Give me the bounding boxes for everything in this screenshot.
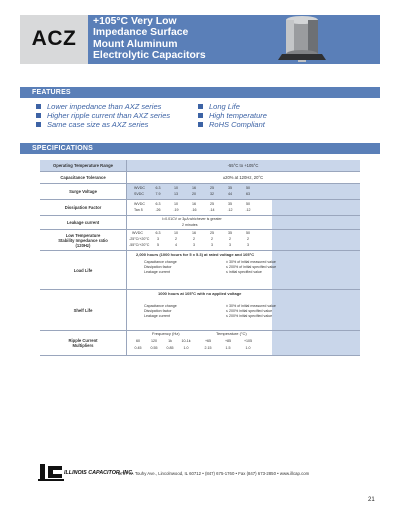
label-line: Stability Impedance ratio	[58, 237, 108, 243]
title-line-4: Electrolytic Capacitors	[93, 50, 206, 62]
shelf-life-title: 1000 hours at 105°C with no applied voltage	[158, 291, 242, 296]
leakage-formula: I=0.01CV or 3μA whichever is greater	[162, 217, 222, 221]
bullet-square-icon	[198, 122, 203, 127]
label-low-temp	[40, 230, 127, 250]
feature-item: Long Life	[198, 102, 267, 111]
row-load-life	[40, 251, 360, 290]
load-life-param: Dissipation factor	[144, 265, 172, 269]
cell: 5	[157, 243, 159, 247]
load-life-limit: ≤ initial specified value	[226, 270, 262, 274]
feature-item: Lower impedance than AXZ series	[36, 102, 170, 111]
label-leakage: Leakage current	[40, 216, 127, 229]
series-code-box	[20, 15, 88, 64]
shelf-life-limit: ≤ 200% initial specified value	[226, 314, 273, 318]
capacitor-image	[272, 16, 332, 64]
label-operating-temp: Operating Temperature Range	[40, 160, 127, 171]
row-operating-temp	[40, 160, 360, 172]
cell: 44	[228, 192, 232, 196]
shelf-life-param: Dissipation factor	[144, 309, 172, 313]
label-dissipation: Dissipation Factor	[40, 200, 127, 215]
label-line: Multipliers	[72, 343, 94, 348]
label-surge-voltage: Surge Voltage	[40, 184, 127, 199]
company-address: 3757 W. Touhy Ave., Lincolnwood, IL 60712 • (847) 675-1760 • Fax (847) 673-2850 • www.illcap.com	[118, 471, 310, 476]
cell: 2	[247, 237, 249, 241]
cell: 16	[192, 231, 196, 235]
cell: 16	[192, 186, 196, 190]
load-life-limit: ≤ 200% of initial specified value	[226, 265, 277, 269]
title-line-1: +105°C Very Low	[93, 16, 177, 27]
label-line: Ripple Current	[68, 338, 98, 343]
ripple-temp-header: Temperature (°C)	[216, 331, 247, 336]
cell: 6.3	[155, 231, 161, 235]
title-line-3: Mount Aluminum	[93, 38, 178, 50]
surge-wvdc-label: WVDC	[134, 186, 145, 190]
load-life-param: Capacitance change	[144, 260, 177, 264]
cell: 35	[228, 202, 232, 206]
cell: 6.3	[155, 186, 161, 190]
features-heading: FEATURES	[32, 89, 71, 96]
surge-svdc-label: SVDC	[134, 192, 144, 196]
cell: 3	[247, 243, 249, 247]
ic-logo-icon	[38, 462, 64, 482]
cell: 50	[246, 186, 250, 190]
cell: 3	[229, 243, 231, 247]
cell: 10	[174, 202, 178, 206]
label-line: Low Temperature	[65, 232, 101, 238]
cell: 60	[136, 339, 140, 343]
cell: 10	[174, 231, 178, 235]
cell: 32	[210, 192, 214, 196]
load-life-limit: ± 30% of initial measured value	[226, 260, 276, 264]
product-title	[93, 16, 261, 62]
df-wvdc-label: WVDC	[134, 202, 145, 206]
specifications-heading: SPECIFICATIONS	[32, 145, 94, 152]
features-left-list	[36, 102, 170, 129]
value-operating-temp: -55°C to +105°C	[227, 163, 259, 168]
title-line-2: Impedance Surface	[93, 27, 189, 39]
shelf-life-limit: ≤ 200% initial specified value	[226, 309, 273, 313]
cell: 2	[175, 237, 177, 241]
row-surge-voltage	[40, 184, 360, 200]
load-life-title: 2,000 hours (1000 hours for 5 x 5.3) at rated voltage and 105°C	[136, 252, 255, 257]
cell: 35	[228, 186, 232, 190]
cell: .12	[227, 208, 233, 212]
cell: +65	[204, 339, 212, 343]
label-cap-tolerance: Capacitance Tolerance	[40, 172, 127, 183]
cell: .16	[191, 208, 197, 212]
cell: 3	[157, 237, 159, 241]
cell: .26	[155, 208, 161, 212]
cell: 4	[175, 243, 177, 247]
cell: 2.15	[204, 346, 212, 350]
ripple-freq-header: Frequency (Hz)	[152, 331, 180, 336]
cell: 25	[210, 231, 214, 235]
cell: 20	[192, 192, 196, 196]
bullet-square-icon	[36, 113, 41, 118]
cell: 25	[210, 186, 214, 190]
low-temp-row1-label: -25°C/+20°C	[129, 237, 150, 241]
low-temp-header: WVDC	[132, 231, 143, 235]
load-life-param: Leakage current	[144, 270, 170, 274]
cell: 0.85	[166, 346, 174, 350]
feature-item: Higher ripple current than AXZ series	[36, 111, 170, 120]
row-ripple	[40, 331, 360, 356]
cell: 6.3	[155, 202, 161, 206]
cell: 0.45	[134, 346, 142, 350]
feature-item: RoHS Compliant	[198, 120, 267, 129]
cell: 10-1k	[181, 339, 191, 343]
cell: 25	[210, 202, 214, 206]
shelf-life-param: Leakage current	[144, 314, 170, 318]
company-name: ILLINOIS CAPACITOR, INC.	[64, 470, 134, 476]
row-shelf-life	[40, 290, 360, 331]
cell: 50	[246, 202, 250, 206]
cell: 1.0	[183, 346, 189, 350]
cell: +105	[243, 339, 253, 343]
shelf-life-limit: ± 30% of initial measured value	[226, 304, 276, 308]
cell: 13	[174, 192, 178, 196]
cell: 1.5	[225, 346, 231, 350]
cell: 3	[193, 243, 195, 247]
leakage-time: 2 minutes	[182, 223, 198, 227]
df-tan-label: Tan δ	[134, 208, 143, 212]
cell: 7.9	[155, 192, 161, 196]
cell: 0.55	[150, 346, 158, 350]
value-cap-tolerance: ±20% at 120Hz, 20°C	[222, 175, 264, 180]
cell: 1.0	[245, 346, 251, 350]
cell: 2	[229, 237, 231, 241]
cell: .19	[173, 208, 179, 212]
cell: 2	[193, 237, 195, 241]
row-cap-tolerance	[40, 172, 360, 184]
low-temp-row2-label: -55°C/+20°C	[129, 243, 150, 247]
label-shelf-life: Shelf Life	[40, 290, 127, 330]
label-load-life: Load Life	[40, 251, 127, 289]
shelf-life-param: Capacitance change	[144, 304, 177, 308]
cell: 35	[228, 231, 232, 235]
series-code: ACZ	[31, 27, 77, 50]
bullet-square-icon	[198, 104, 203, 109]
row-low-temp	[40, 230, 360, 251]
row-dissipation	[40, 200, 360, 216]
page-number: 21	[368, 497, 375, 503]
label-line: (120Hz)	[75, 242, 91, 248]
cell: 10	[174, 186, 178, 190]
bullet-square-icon	[36, 104, 41, 109]
cell: 63	[246, 192, 250, 196]
features-right-list	[198, 102, 267, 129]
cell: 2	[211, 237, 213, 241]
bullet-square-icon	[36, 122, 41, 127]
cell: 1k	[168, 339, 172, 343]
cell: 50	[246, 231, 250, 235]
cell: 120	[151, 339, 157, 343]
row-leakage	[40, 216, 360, 230]
bullet-square-icon	[198, 113, 203, 118]
features-bar	[20, 87, 380, 98]
cell: .14	[209, 208, 215, 212]
cell: 3	[211, 243, 213, 247]
feature-item: High temperature	[198, 111, 267, 120]
cell: 16	[192, 202, 196, 206]
specifications-bar	[20, 143, 380, 154]
cell: .12	[245, 208, 251, 212]
cell: +85	[224, 339, 232, 343]
label-ripple	[40, 331, 127, 355]
feature-item: Same case size as AXZ series	[36, 120, 170, 129]
